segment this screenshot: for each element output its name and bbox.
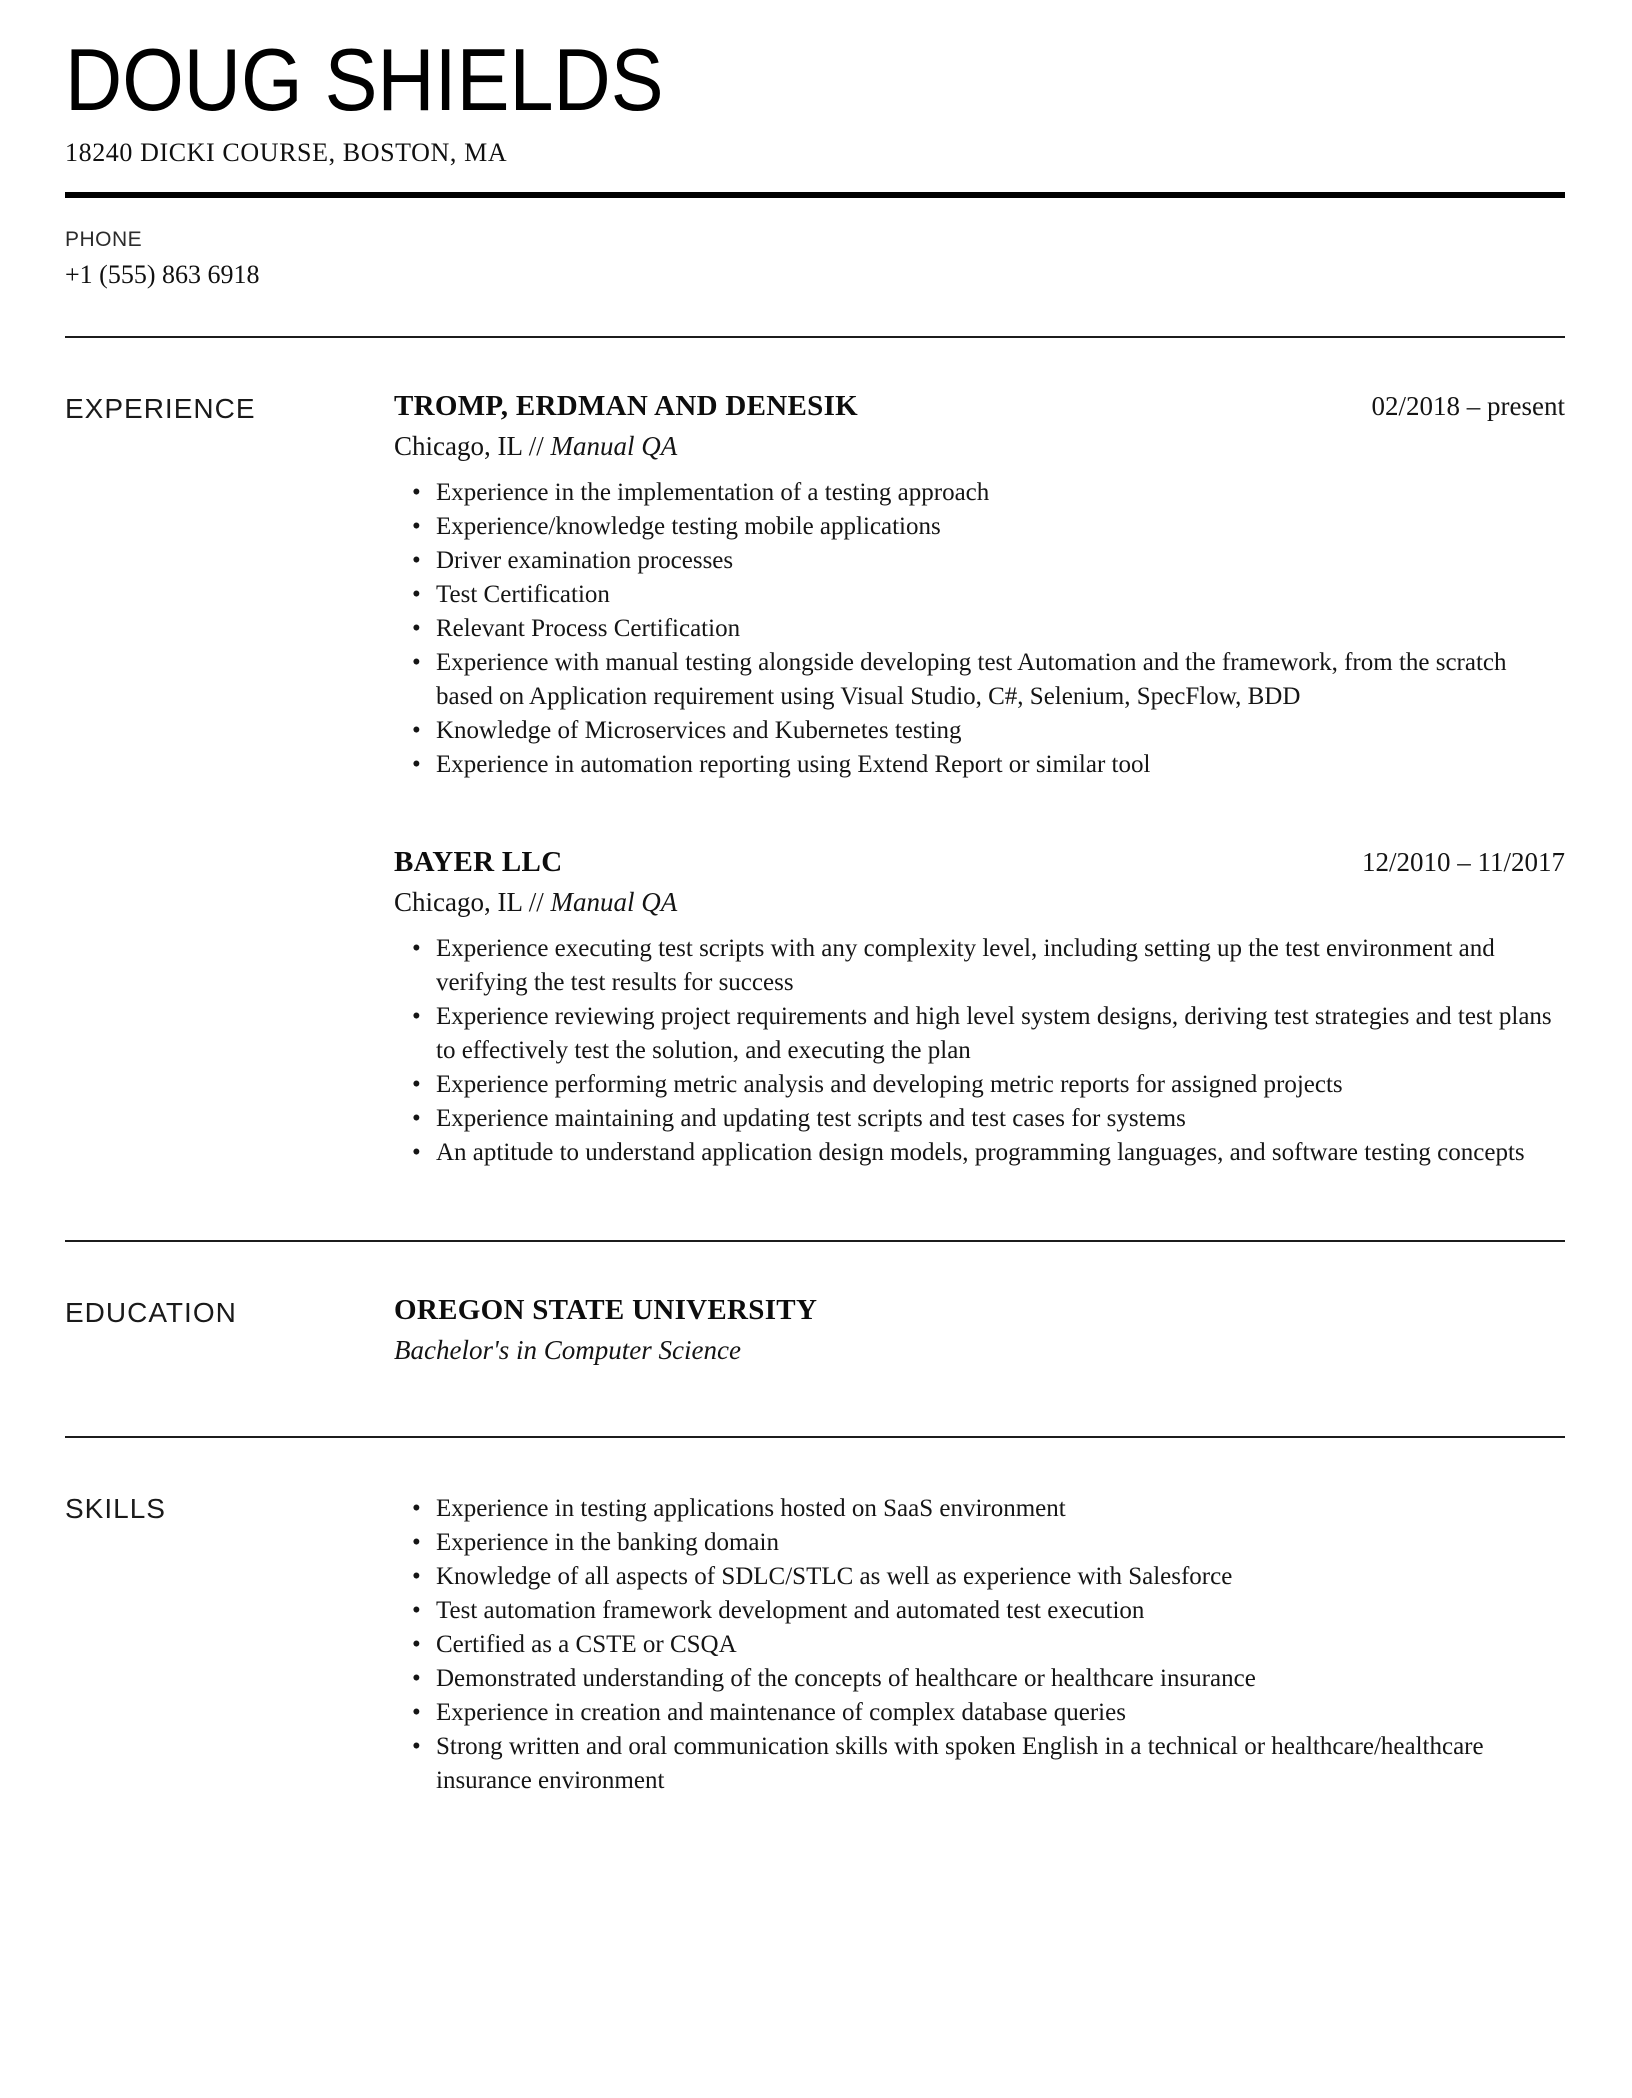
header-divider xyxy=(65,192,1565,198)
phone-label: PHONE xyxy=(65,228,143,251)
section-skills xyxy=(65,1436,1565,1868)
bullet-text: Experience in creation and maintenance of complex database queries xyxy=(436,1699,1126,1726)
bullet-text: An aptitude to understand application design models, programming languages, and software testing concepts xyxy=(436,1139,1525,1166)
job-1-role: Manual QA xyxy=(550,431,678,461)
bullet-text: Strong written and oral communication skills with spoken English in a technical or healthcare/healthcare insurance environment xyxy=(436,1733,1484,1794)
bullet-item xyxy=(394,1526,1565,1560)
job-1-location: Chicago, IL xyxy=(394,431,522,461)
bullet-item xyxy=(394,1730,1565,1798)
bullet-item xyxy=(394,1000,1565,1068)
job-2-location: Chicago, IL xyxy=(394,887,522,917)
bullet-icon: • xyxy=(412,581,421,608)
bullet-item xyxy=(394,932,1565,1000)
bullet-icon: • xyxy=(412,1665,421,1692)
section-experience xyxy=(65,336,1565,1240)
job-2-company: BAYER LLC xyxy=(394,846,563,878)
bullet-text: Experience in the banking domain xyxy=(436,1529,779,1556)
bullet-text: Experience in the implementation of a testing approach xyxy=(436,479,990,506)
bullet-item xyxy=(394,1628,1565,1662)
bullet-text: Experience reviewing project requirements and high level system designs, deriving test strategies and test plans to effectively test the solution, and executing the plan xyxy=(436,1003,1552,1064)
bullet-item xyxy=(394,748,1565,782)
job-1-bullet-list xyxy=(394,476,1565,782)
bullet-text: Experience in testing applications hosted on SaaS environment xyxy=(436,1495,1066,1522)
bullet-item xyxy=(394,476,1565,510)
contact-block xyxy=(65,228,1565,336)
bullet-item xyxy=(394,510,1565,544)
bullet-item xyxy=(394,1662,1565,1696)
bullet-icon: • xyxy=(412,1597,421,1624)
bullet-text: Experience/knowledge testing mobile applications xyxy=(436,513,941,540)
bullet-item xyxy=(394,1560,1565,1594)
bullet-item xyxy=(394,1136,1565,1170)
bullet-icon: • xyxy=(412,1699,421,1726)
bullet-icon: • xyxy=(412,717,421,744)
education-label: EDUCATION xyxy=(65,1297,237,1328)
education-school: OREGON STATE UNIVERSITY xyxy=(394,1294,818,1326)
bullet-icon: • xyxy=(412,1495,421,1522)
job-entry-2 xyxy=(394,846,1565,1170)
phone-value: +1 (555) 863 6918 xyxy=(65,260,260,289)
bullet-text: Test Certification xyxy=(436,581,610,608)
bullet-text: Demonstrated understanding of the concepts of healthcare or healthcare insurance xyxy=(436,1665,1256,1692)
bullet-icon: • xyxy=(412,751,421,778)
education-degree: Bachelor's in Computer Science xyxy=(394,1335,741,1365)
bullet-icon: • xyxy=(412,1105,421,1132)
candidate-address: 18240 DICKI COURSE, BOSTON, MA xyxy=(65,138,508,167)
bullet-text: Knowledge of Microservices and Kubernetes testing xyxy=(436,717,962,744)
bullet-item xyxy=(394,1492,1565,1526)
bullet-text: Test automation framework development and automated test execution xyxy=(436,1597,1145,1624)
skills-label: SKILLS xyxy=(65,1493,166,1524)
bullet-text: Driver examination processes xyxy=(436,547,734,574)
job-1-separator: // xyxy=(528,431,544,461)
bullet-text: Experience executing test scripts with any complexity level, including setting up the test environment and verifying the test results for success xyxy=(436,935,1495,996)
job-2-role: Manual QA xyxy=(550,887,678,917)
resume-header xyxy=(65,30,1565,168)
job-2-dates: 12/2010 – 11/2017 xyxy=(1361,847,1565,877)
job-1-dates: 02/2018 – present xyxy=(1371,391,1565,421)
bullet-text: Experience maintaining and updating test scripts and test cases for systems xyxy=(436,1105,1186,1132)
bullet-icon: • xyxy=(412,513,421,540)
bullet-item xyxy=(394,1068,1565,1102)
bullet-text: Relevant Process Certification xyxy=(436,615,741,642)
bullet-item xyxy=(394,544,1565,578)
bullet-item xyxy=(394,1102,1565,1136)
candidate-name: DOUG SHIELDS xyxy=(65,30,664,129)
section-education xyxy=(65,1240,1565,1436)
job-2-separator: // xyxy=(528,887,544,917)
bullet-text: Knowledge of all aspects of SDLC/STLC as well as experience with Salesforce xyxy=(436,1563,1233,1590)
skills-bullet-list xyxy=(394,1492,1565,1798)
bullet-item xyxy=(394,714,1565,748)
bullet-text: Experience in automation reporting using Extend Report or similar tool xyxy=(436,751,1151,778)
bullet-icon: • xyxy=(412,1631,421,1658)
bullet-icon: • xyxy=(412,1733,421,1760)
bullet-icon: • xyxy=(412,1563,421,1590)
bullet-icon: • xyxy=(412,1139,421,1166)
bullet-icon: • xyxy=(412,1529,421,1556)
job-1-subtitle xyxy=(394,431,1565,462)
bullet-icon: • xyxy=(412,1003,421,1030)
experience-label: EXPERIENCE xyxy=(65,393,256,424)
job-entry-1 xyxy=(394,390,1565,782)
bullet-icon: • xyxy=(412,479,421,506)
bullet-text: Experience performing metric analysis and developing metric reports for assigned projects xyxy=(436,1071,1343,1098)
skills-content xyxy=(394,1490,1565,1798)
bullet-icon: • xyxy=(412,547,421,574)
bullet-icon: • xyxy=(412,935,421,962)
experience-content xyxy=(394,390,1565,1170)
job-2-subtitle xyxy=(394,887,1565,918)
bullet-item xyxy=(394,1594,1565,1628)
job-1-header xyxy=(394,390,1565,423)
bullet-icon: • xyxy=(412,1071,421,1098)
bullet-item xyxy=(394,578,1565,612)
education-content xyxy=(394,1294,1565,1366)
bullet-text: Experience with manual testing alongside developing test Automation and the framework, from the scratch based on Application requirement using Visual Studio, C#, Selenium, SpecFlow, BDD xyxy=(436,649,1507,710)
job-1-company: TROMP, ERDMAN AND DENESIK xyxy=(394,390,859,422)
bullet-icon: • xyxy=(412,649,421,676)
bullet-item xyxy=(394,612,1565,646)
job-2-bullet-list xyxy=(394,932,1565,1170)
bullet-item xyxy=(394,1696,1565,1730)
bullet-item xyxy=(394,646,1565,714)
bullet-icon: • xyxy=(412,615,421,642)
bullet-text: Certified as a CSTE or CSQA xyxy=(436,1631,737,1658)
job-2-header xyxy=(394,846,1565,879)
